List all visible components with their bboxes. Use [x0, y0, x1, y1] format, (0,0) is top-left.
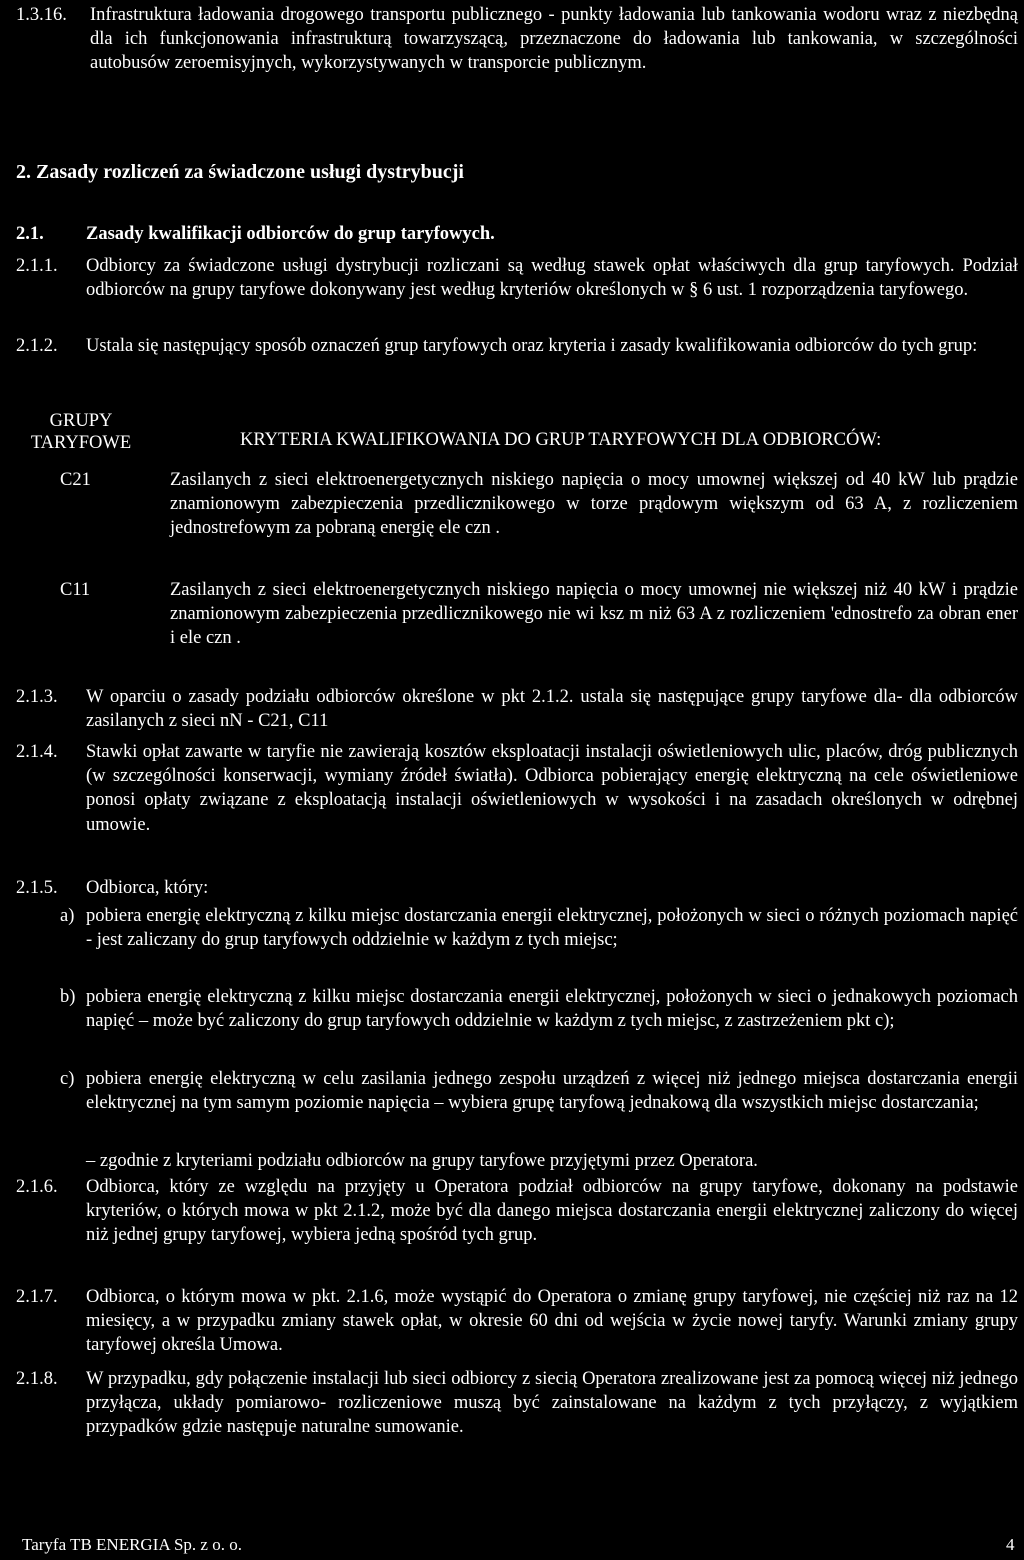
- paragraph-text: Odbiorca, który ze względu na przyjęty u Operatora podział odbiorców na grupy taryfowe, dokonany na podstawie kryteriów, o których mowa w pkt 2.1.2, może być dla danego miejsca dostarczania energii elektrycznej zaliczony do więcej niż jednej grupy taryfowej, wybiera jedną spośród tych grup.: [86, 1177, 1018, 1246]
- table-header-group-line1: GRUPY: [49, 411, 113, 431]
- list-item-text: pobiera energię elektryczną z kilku miejsc dostarczania energii elektrycznej, położonych w sieci o jednakowych poziomach napięć – może być zaliczony do grup taryfowych oddzielnie w każdym z tych miejsc, z zastrzeżeniem pkt c);: [86, 987, 1018, 1032]
- paragraph-2-1-1: [16, 254, 1018, 302]
- list-tail-text: – zgodnie z kryteriami podziału odbiorców na grupy taryfowe przyjętymi przez Operatora.: [86, 1151, 758, 1171]
- table-header-group: [16, 410, 146, 454]
- paragraph-2-1-6: [16, 1175, 1018, 1248]
- paragraph-2-1-2: [16, 334, 1018, 358]
- list-item-text: pobiera energię elektryczną z kilku miejsc dostarczania energii elektrycznej, położonych w sieci o różnych poziomach napięć - jest zaliczany do grup taryfowych oddzielnie w każdym z tych miejsc;: [86, 906, 1018, 951]
- list-letter: b): [60, 987, 76, 1007]
- paragraph-2-1-3: [16, 685, 1018, 733]
- list-item-text: pobiera energię elektryczną w celu zasilania jednego zespołu urządzeń z więcej niż jednego miejsca dostarczania energii elektrycznej na tym samym poziomie napięcia – wybiera grupę taryfową jednakową dla wszystkich miejsc dostarczania;: [86, 1069, 1018, 1114]
- paragraph-number: 2.1.1.: [16, 256, 58, 276]
- paragraph-2-1-8: [16, 1367, 1018, 1440]
- table-row: [16, 578, 1018, 651]
- tariff-group-criteria: Zasilanych z sieci elektroenergetycznych niskiego napięcia o mocy umownej większej od 40 kW lub prądzie znamionowym zabezpieczenia przedlicznikowego w torze prądowym większym od 63 A, z rozliczeniem jednostrefowym za pobraną energię ele czn .: [170, 470, 1018, 539]
- table-header-group-line2: TARYFOWE: [30, 433, 132, 453]
- paragraph-number: 2.1.7.: [16, 1287, 58, 1307]
- list-item: [16, 1067, 1018, 1115]
- paragraph-number: 2.1.2.: [16, 336, 58, 356]
- paragraph-text: W oparciu o zasady podziału odbiorców określone w pkt 2.1.2. ustala się następujące grupy taryfowe dla- dla odbiorców zasilanych z sieci nN - C21, C11: [86, 687, 1018, 732]
- table-header-criteria: KRYTERIA KWALIFIKOWANIA DO GRUP TARYFOWYCH DLA ODBIORCÓW:: [240, 430, 882, 450]
- list-item: [16, 904, 1018, 952]
- paragraph-2-1-7: [16, 1285, 1018, 1358]
- paragraph-text: Ustala się następujący sposób oznaczeń grup taryfowych oraz kryteria i zasady kwalifikowania odbiorców do tych grup:: [86, 336, 978, 356]
- table-row: [16, 468, 1018, 541]
- list-letter: a): [60, 906, 75, 926]
- paragraph-number: 2.1.4.: [16, 742, 58, 762]
- subsection-heading-2-1: [16, 222, 1018, 246]
- tariff-group-code: C21: [60, 470, 91, 490]
- paragraph-2-1-5: [16, 876, 1018, 900]
- paragraph-2-1-4: [16, 740, 1018, 837]
- subsection-title: Zasady kwalifikacji odbiorców do grup taryfowych.: [86, 224, 495, 244]
- paragraph-text: Stawki opłat zawarte w taryfie nie zawierają kosztów eksploatacji instalacji oświetleniowych ulic, placów, dróg publicznych (w szczególności konserwacji, wymiany źródeł światła). Odbiorca pobierający energię elektryczną na cele oświetleniowe ponosi opłaty związane z eksploatacją instalacji oświetleniowych w wysokości i na zasadach określonych w odrębnej umowie.: [86, 742, 1018, 835]
- list-item: [16, 985, 1018, 1033]
- section-heading: 2. Zasady rozliczeń za świadczone usługi dystrybucji: [16, 161, 464, 183]
- paragraph-text: Odbiorca, o którym mowa w pkt. 2.1.6, może wystąpić do Operatora o zmianę grupy taryfowej, nie częściej niż raz na 12 miesięcy, a w przypadku zmiany stawek opłat, w okresie 60 dni od wejścia w życie nowej taryfy. Warunki zmiany grupy taryfowej określa Umowa.: [86, 1287, 1018, 1356]
- paragraph-text: Infrastruktura ładowania drogowego transportu publicznego - punkty ładowania lub tankowania wodoru wraz z niezbędną dla ich funkcjonowania infrastrukturą towarzyszącą, przeznaczone do ładowania lub tankowania, w szczególności autobusów zeroemisyjnych, wykorzystywanych w transporcie publicznym.: [90, 5, 1018, 74]
- paragraph-number: 2.1.8.: [16, 1369, 58, 1389]
- paragraph-text: Odbiorca, który:: [86, 878, 209, 898]
- paragraph-text: W przypadku, gdy połączenie instalacji lub sieci odbiorcy z siecią Operatora zrealizowane jest za pomocą więcej niż jednego przyłącza, układy pomiarowo- rozliczeniowe muszą być zainstalowane na każdym z tych przyłączy, z wyjątkiem przypadków gdzie następuje naturalne sumowanie.: [86, 1369, 1018, 1438]
- paragraph-number: 2.1.: [16, 224, 44, 244]
- paragraph-number: 2.1.6.: [16, 1177, 58, 1197]
- paragraph-number: 1.3.16.: [16, 5, 67, 25]
- tariff-group-criteria: Zasilanych z sieci elektroenergetycznych niskiego napięcia o mocy umownej nie większej niż 40 kW i prądzie znamionowym zabezpieczenia przedlicznikowego nie wi ksz m niż 63 A z rozliczeniem 'ednostrefo za obran ener i ele czn .: [170, 580, 1018, 649]
- paragraph-text: Odbiorcy za świadczone usługi dystrybucji rozliczani są według stawek opłat właściwych dla grup taryfowych. Podział odbiorców na grupy taryfowe dokonywany jest według kryteriów określonych w § 6 ust. 1 rozporządzenia taryfowego.: [86, 256, 1018, 301]
- footer-title: Taryfa TB ENERGIA Sp. z o. o.: [22, 1535, 242, 1554]
- page-number: 4: [1006, 1535, 1015, 1554]
- paragraph-number: 2.1.3.: [16, 687, 58, 707]
- list-letter: c): [60, 1069, 75, 1089]
- paragraph-1-3-16: [16, 3, 1018, 76]
- paragraph-number: 2.1.5.: [16, 878, 58, 898]
- tariff-group-code: C11: [60, 580, 91, 600]
- list-tail: [16, 1149, 1018, 1173]
